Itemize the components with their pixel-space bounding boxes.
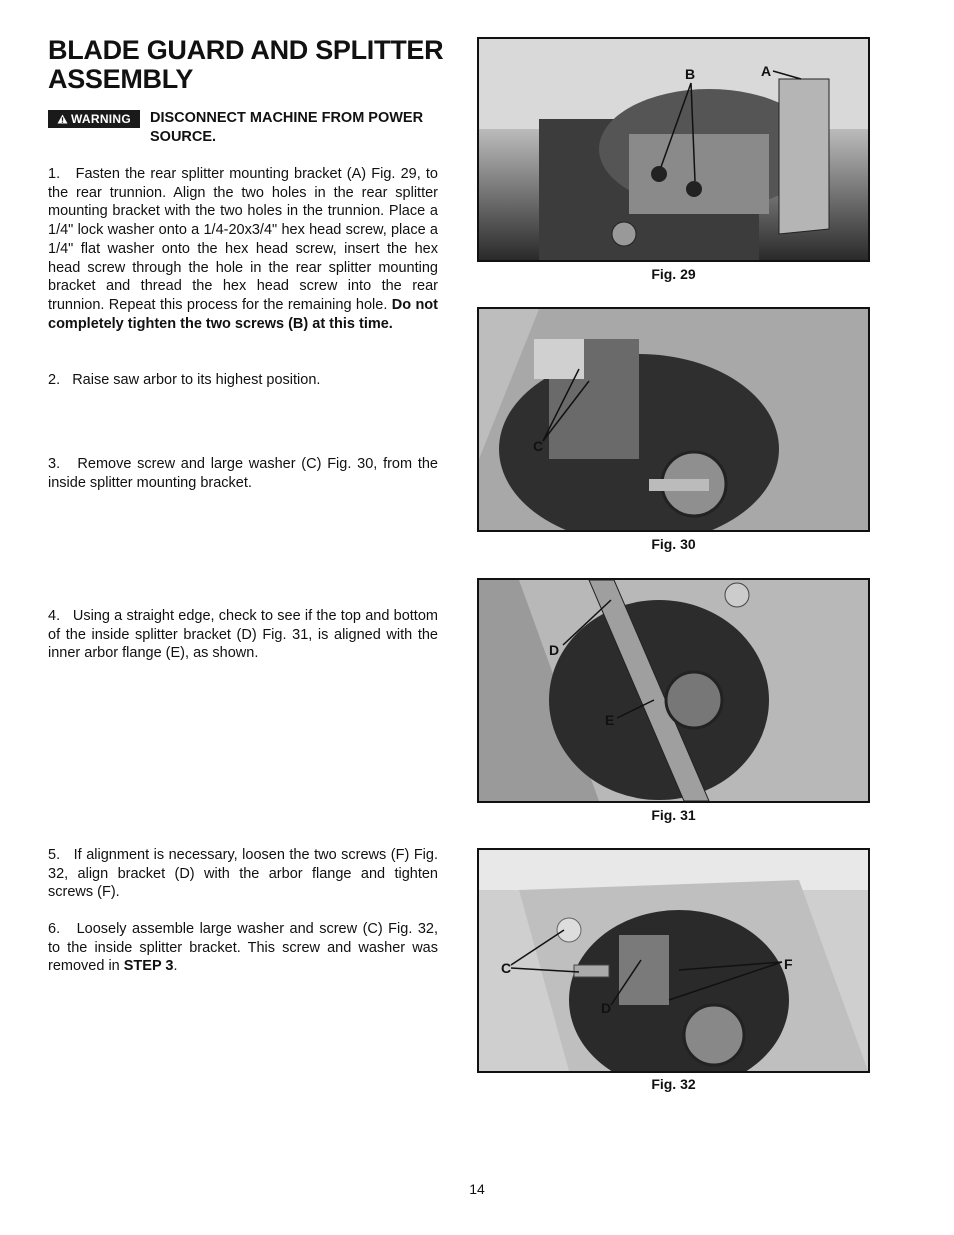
warning-triangle-icon (57, 114, 68, 124)
step-5-number: 5. (48, 847, 61, 863)
step-2-number: 2. (48, 372, 61, 388)
warning-badge (48, 110, 140, 128)
step-6-text: Loosely assemble large washer and screw (C) Fig. 32, to the inside splitter bracket. This screw and washer was removed in (48, 921, 438, 975)
figure-32-caption: Fig. 32 (651, 1076, 696, 1092)
warning-text: DISCONNECT MACHINE FROM POWER SOURCE. (150, 110, 424, 145)
step-1-text: Fasten the rear splitter mounting bracket (A) Fig. 29, to the rear trunnion. Align the two holes in the rear splitter mounting bracket with the two holes in the trunnion. Place a 1/4" lock washer onto a 1/4-20x3/4" hex head screw, place a 1/4" flat washer onto the hex head screw, insert the hex head screw through the hole in the rear splitter mounting bracket and thread the hex head screw into the rear trunnion. Repeat this process for the remaining hole. (48, 166, 438, 313)
figure-29-caption: Fig. 29 (651, 266, 696, 282)
page-title: BLADE GUARD AND SPLITTER ASSEMBLY (48, 35, 444, 94)
warning-badge-label: WARNING (70, 112, 132, 126)
figure-31-photo (477, 578, 870, 803)
fig32-label-d: D (601, 1000, 612, 1016)
fig32-label-c: C (501, 960, 512, 976)
fig29-label-a: A (761, 63, 772, 79)
figure-32-photo (477, 848, 870, 1073)
step-3-text: Remove screw and large washer (C) Fig. 30, from the inside splitter mounting bracket. (48, 456, 438, 491)
fig32-label-f: F (784, 956, 793, 972)
fig29-label-b: B (685, 66, 696, 82)
step-1 (48, 165, 438, 333)
step-3-number: 3. (48, 456, 61, 472)
fig30-label-c: C (533, 438, 544, 454)
step-6-bold: STEP 3 (123, 958, 174, 975)
page-number: 14 (469, 1181, 485, 1197)
step-4-number: 4. (48, 608, 61, 624)
fig31-label-e: E (605, 712, 615, 728)
step-4 (48, 607, 438, 663)
figure-31-caption: Fig. 31 (651, 807, 696, 823)
step-2-text: Raise saw arbor to its highest position. (72, 372, 321, 388)
step-6-number: 6. (48, 921, 61, 937)
step-5 (48, 846, 438, 902)
step-2 (48, 371, 438, 390)
fig31-label-d: D (549, 642, 560, 658)
step-6-after: . (173, 958, 178, 975)
step-5-text: If alignment is necessary, loosen the two screws (F) Fig. 32, align bracket (D) with the arbor flange and tighten screws (F). (48, 847, 438, 901)
step-3 (48, 455, 438, 492)
step-4-text: Using a straight edge, check to see if the top and bottom of the inside splitter bracket (D) Fig. 31, is aligned with the inner arbor flange (E), as shown. (48, 608, 438, 662)
figure-30-photo (477, 307, 870, 532)
figure-30-caption: Fig. 30 (651, 536, 696, 552)
step-6 (48, 920, 438, 976)
step-1-bold: Do not completely tighten the two screws (B) at this time. (48, 296, 438, 332)
figure-29-photo (477, 37, 870, 262)
step-1-number: 1. (48, 166, 61, 182)
